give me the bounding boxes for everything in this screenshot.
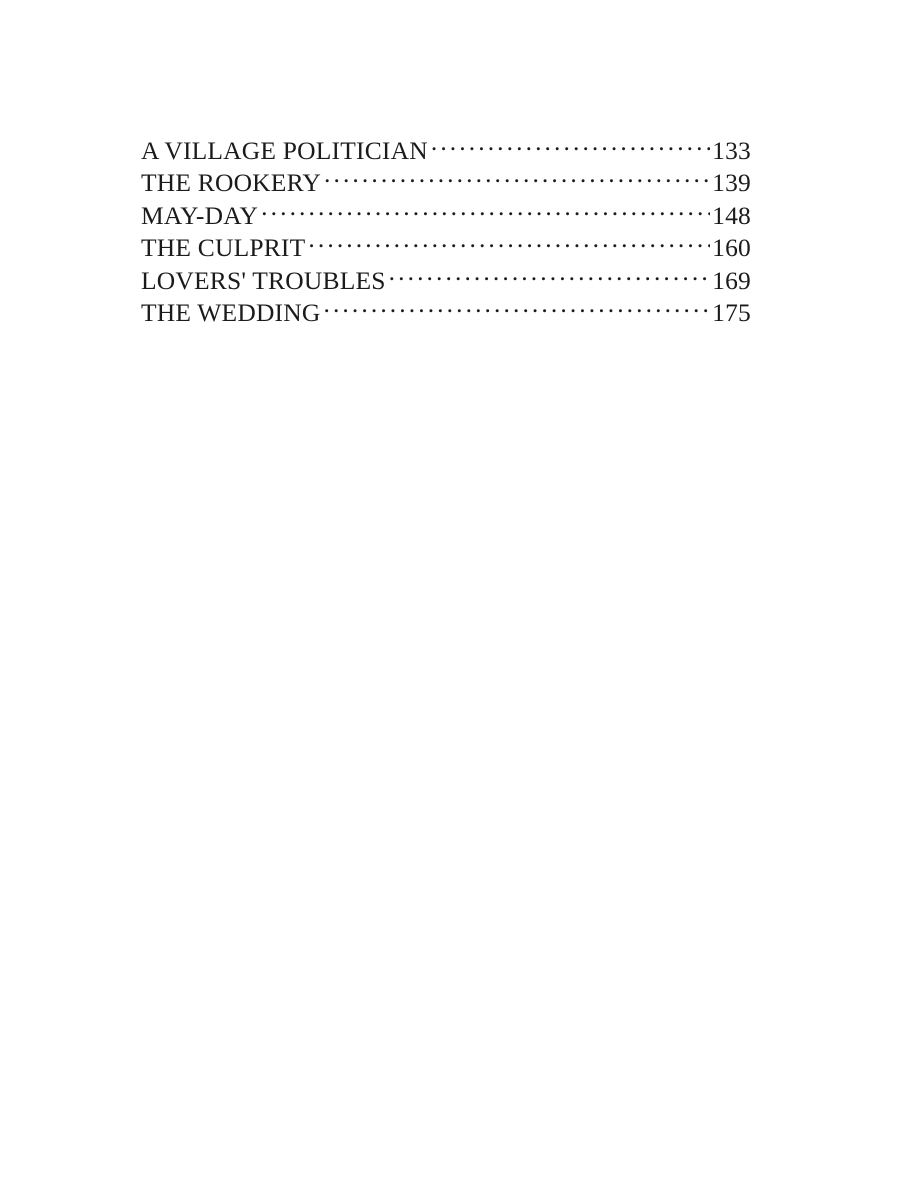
toc-entry-title: A VILLAGE POLITICIAN	[141, 135, 428, 165]
toc-entry-title: THE CULPRIT	[141, 233, 306, 262]
toc-entry[interactable]	[141, 231, 751, 264]
table-of-contents	[141, 133, 751, 328]
toc-entry-page-number: 148	[712, 200, 751, 230]
toc-entry-title: MAY-DAY	[141, 200, 259, 230]
toc-leader-dots	[324, 166, 710, 192]
toc-leader-dots	[323, 296, 710, 322]
toc-entry-page-number: 133	[712, 135, 751, 165]
toc-leader-dots	[431, 133, 710, 159]
toc-entry-title: THE WEDDING	[141, 298, 321, 327]
toc-entry-page-number: 139	[712, 168, 751, 197]
toc-entry[interactable]	[141, 166, 751, 199]
toc-entry[interactable]	[141, 198, 751, 231]
toc-entry-title: LOVERS' TROUBLES	[141, 265, 386, 295]
toc-entry-page-number: 175	[712, 298, 751, 327]
toc-leader-dots	[389, 263, 711, 289]
toc-leader-dots	[308, 231, 710, 257]
toc-entry-title: THE ROOKERY	[141, 168, 321, 197]
toc-entry[interactable]	[141, 133, 751, 166]
toc-entry[interactable]	[141, 296, 751, 329]
toc-entry-page-number: 169	[712, 265, 751, 295]
toc-entry[interactable]	[141, 263, 751, 296]
toc-leader-dots	[261, 198, 710, 224]
toc-entry-page-number: 160	[712, 233, 751, 262]
